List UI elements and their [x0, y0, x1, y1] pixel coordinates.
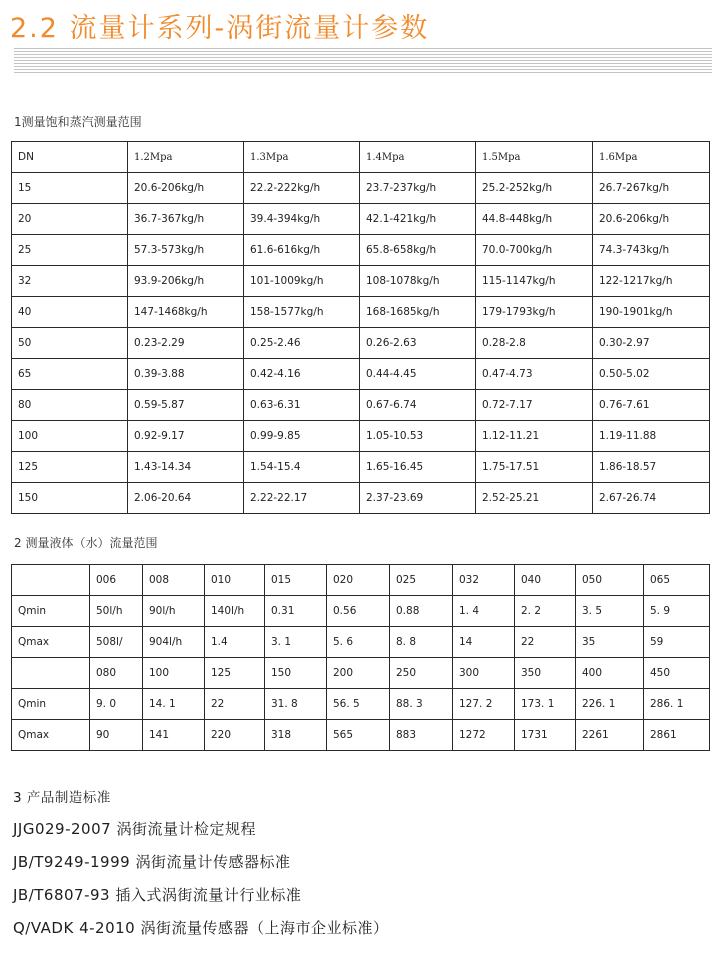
decorative-stripe-divider	[14, 48, 712, 74]
table-header-cell: 300	[453, 658, 515, 689]
dn-cell: 65	[12, 359, 128, 390]
table-cell: Qmax	[12, 720, 90, 751]
table-cell: Qmin	[12, 689, 90, 720]
table-header-cell: DN	[12, 142, 128, 173]
table-header-cell	[12, 565, 90, 596]
range-cell: 0.28-2.8	[476, 328, 593, 359]
table-row	[12, 359, 710, 390]
table-row	[12, 627, 710, 658]
table-header-cell: 040	[515, 565, 576, 596]
table-cell: 0.56	[327, 596, 390, 627]
range-cell: 0.63-6.31	[244, 390, 360, 421]
range-cell: 0.99-9.85	[244, 421, 360, 452]
range-cell: 70.0-700kg/h	[476, 235, 593, 266]
range-cell: 1.43-14.34	[128, 452, 244, 483]
range-cell: 2.06-20.64	[128, 483, 244, 514]
table-header-cell: 350	[515, 658, 576, 689]
range-cell: 0.26-2.63	[360, 328, 476, 359]
table-cell: 14	[453, 627, 515, 658]
table-cell: 50l/h	[90, 596, 143, 627]
table-row	[12, 297, 710, 328]
range-cell: 0.72-7.17	[476, 390, 593, 421]
table-header-cell: 250	[390, 658, 453, 689]
table-cell: 508l/	[90, 627, 143, 658]
table-header-cell: 1.2Mpa	[128, 142, 244, 173]
range-cell: 0.92-9.17	[128, 421, 244, 452]
dn-cell: 100	[12, 421, 128, 452]
table-cell: 3. 5	[576, 596, 644, 627]
range-cell: 2.22-22.17	[244, 483, 360, 514]
table-cell: 173. 1	[515, 689, 576, 720]
range-cell: 158-1577kg/h	[244, 297, 360, 328]
range-cell: 108-1078kg/h	[360, 266, 476, 297]
table-cell: 31. 8	[265, 689, 327, 720]
range-cell: 190-1901kg/h	[593, 297, 710, 328]
range-cell: 1.65-16.45	[360, 452, 476, 483]
table-row	[12, 235, 710, 266]
range-cell: 22.2-222kg/h	[244, 173, 360, 204]
table-cell: Qmax	[12, 627, 90, 658]
table-header-cell: 008	[143, 565, 205, 596]
range-cell: 1.05-10.53	[360, 421, 476, 452]
table-cell: 14. 1	[143, 689, 205, 720]
dn-cell: 50	[12, 328, 128, 359]
range-cell: 2.52-25.21	[476, 483, 593, 514]
table-cell: 883	[390, 720, 453, 751]
table-row	[12, 390, 710, 421]
page-title: 2.2 流量计系列-涡街流量计参数	[10, 13, 430, 44]
table-cell: 2. 2	[515, 596, 576, 627]
table-cell: 220	[205, 720, 265, 751]
table-header-cell: 100	[143, 658, 205, 689]
range-cell: 1.12-11.21	[476, 421, 593, 452]
table-cell: 904l/h	[143, 627, 205, 658]
range-cell: 1.75-17.51	[476, 452, 593, 483]
table-row	[12, 328, 710, 359]
range-cell: 0.47-4.73	[476, 359, 593, 390]
range-cell: 115-1147kg/h	[476, 266, 593, 297]
range-cell: 0.76-7.61	[593, 390, 710, 421]
table-cell: 0.31	[265, 596, 327, 627]
steam-range-table	[11, 141, 710, 514]
range-cell: 0.59-5.87	[128, 390, 244, 421]
table-row	[12, 689, 710, 720]
range-cell: 0.42-4.16	[244, 359, 360, 390]
dn-cell: 32	[12, 266, 128, 297]
table-cell: 88. 3	[390, 689, 453, 720]
range-cell: 74.3-743kg/h	[593, 235, 710, 266]
range-cell: 2.67-26.74	[593, 483, 710, 514]
table-header-cell: 1.6Mpa	[593, 142, 710, 173]
range-cell: 2.37-23.69	[360, 483, 476, 514]
range-cell: 147-1468kg/h	[128, 297, 244, 328]
table-cell: 5. 9	[644, 596, 710, 627]
range-cell: 0.25-2.46	[244, 328, 360, 359]
table-header-cell: 025	[390, 565, 453, 596]
range-cell: 1.86-18.57	[593, 452, 710, 483]
table-header-cell: 006	[90, 565, 143, 596]
range-cell: 26.7-267kg/h	[593, 173, 710, 204]
table-cell: 1731	[515, 720, 576, 751]
table-header-cell: 065	[644, 565, 710, 596]
table-cell: 90l/h	[143, 596, 205, 627]
standard-item: JJG029-2007 涡街流量计检定规程	[13, 820, 256, 838]
table-cell: 8. 8	[390, 627, 453, 658]
table-cell: 22	[205, 689, 265, 720]
table-cell: 3. 1	[265, 627, 327, 658]
table-header-cell: 1.5Mpa	[476, 142, 593, 173]
table-cell: 59	[644, 627, 710, 658]
table-header-cell: 020	[327, 565, 390, 596]
liquid-section-heading: 2 测量液体（水）流量范围	[14, 536, 158, 550]
range-cell: 122-1217kg/h	[593, 266, 710, 297]
table-row	[12, 173, 710, 204]
table-cell: 318	[265, 720, 327, 751]
table-cell: 1272	[453, 720, 515, 751]
table-cell: 22	[515, 627, 576, 658]
table-cell: 2861	[644, 720, 710, 751]
table-header-cell: 150	[265, 658, 327, 689]
table-header-cell: 125	[205, 658, 265, 689]
range-cell: 20.6-206kg/h	[128, 173, 244, 204]
range-cell: 44.8-448kg/h	[476, 204, 593, 235]
table-header-cell: 400	[576, 658, 644, 689]
table-header-cell: 080	[90, 658, 143, 689]
table-header-row	[12, 658, 710, 689]
range-cell: 0.67-6.74	[360, 390, 476, 421]
table-header-cell: 015	[265, 565, 327, 596]
table-header-cell	[12, 658, 90, 689]
table-cell: 0.88	[390, 596, 453, 627]
table-header-cell: 1.3Mpa	[244, 142, 360, 173]
table-row	[12, 452, 710, 483]
dn-cell: 20	[12, 204, 128, 235]
range-cell: 23.7-237kg/h	[360, 173, 476, 204]
table-row	[12, 483, 710, 514]
range-cell: 42.1-421kg/h	[360, 204, 476, 235]
range-cell: 39.4-394kg/h	[244, 204, 360, 235]
range-cell: 93.9-206kg/h	[128, 266, 244, 297]
table-cell: 565	[327, 720, 390, 751]
table-cell: 226. 1	[576, 689, 644, 720]
dn-cell: 25	[12, 235, 128, 266]
table-header-cell: 1.4Mpa	[360, 142, 476, 173]
standard-item: JB/T6807-93 插入式涡街流量计行业标准	[13, 886, 302, 904]
range-cell: 101-1009kg/h	[244, 266, 360, 297]
range-cell: 20.6-206kg/h	[593, 204, 710, 235]
range-cell: 36.7-367kg/h	[128, 204, 244, 235]
table-cell: 35	[576, 627, 644, 658]
steam-section-heading: 1测量饱和蒸汽测量范围	[14, 115, 142, 129]
standards-heading: 3 产品制造标准	[13, 790, 111, 806]
standard-item: Q/VADK 4-2010 涡街流量传感器（上海市企业标准）	[13, 919, 389, 937]
range-cell: 0.23-2.29	[128, 328, 244, 359]
table-row	[12, 266, 710, 297]
table-header-cell: 450	[644, 658, 710, 689]
table-cell: 286. 1	[644, 689, 710, 720]
table-cell: 90	[90, 720, 143, 751]
range-cell: 168-1685kg/h	[360, 297, 476, 328]
table-row	[12, 204, 710, 235]
table-header-cell: 010	[205, 565, 265, 596]
range-cell: 1.54-15.4	[244, 452, 360, 483]
table-header-cell: 050	[576, 565, 644, 596]
range-cell: 0.39-3.88	[128, 359, 244, 390]
range-cell: 1.19-11.88	[593, 421, 710, 452]
table-cell: 1.4	[205, 627, 265, 658]
table-cell: 1. 4	[453, 596, 515, 627]
table-cell: Qmin	[12, 596, 90, 627]
range-cell: 0.50-5.02	[593, 359, 710, 390]
liquid-range-table	[11, 564, 710, 751]
dn-cell: 40	[12, 297, 128, 328]
table-cell: 9. 0	[90, 689, 143, 720]
table-cell: 127. 2	[453, 689, 515, 720]
dn-cell: 15	[12, 173, 128, 204]
table-cell: 141	[143, 720, 205, 751]
standard-item: JB/T9249-1999 涡街流量计传感器标准	[13, 853, 291, 871]
range-cell: 25.2-252kg/h	[476, 173, 593, 204]
table-header-cell: 200	[327, 658, 390, 689]
table-header-row	[12, 565, 710, 596]
range-cell: 0.30-2.97	[593, 328, 710, 359]
table-row	[12, 421, 710, 452]
table-row	[12, 720, 710, 751]
table-cell: 2261	[576, 720, 644, 751]
table-cell: 140l/h	[205, 596, 265, 627]
table-header-row	[12, 142, 710, 173]
dn-cell: 80	[12, 390, 128, 421]
range-cell: 0.44-4.45	[360, 359, 476, 390]
table-cell: 56. 5	[327, 689, 390, 720]
table-cell: 5. 6	[327, 627, 390, 658]
dn-cell: 150	[12, 483, 128, 514]
table-row	[12, 596, 710, 627]
range-cell: 65.8-658kg/h	[360, 235, 476, 266]
range-cell: 57.3-573kg/h	[128, 235, 244, 266]
table-header-cell: 032	[453, 565, 515, 596]
dn-cell: 125	[12, 452, 128, 483]
range-cell: 61.6-616kg/h	[244, 235, 360, 266]
range-cell: 179-1793kg/h	[476, 297, 593, 328]
